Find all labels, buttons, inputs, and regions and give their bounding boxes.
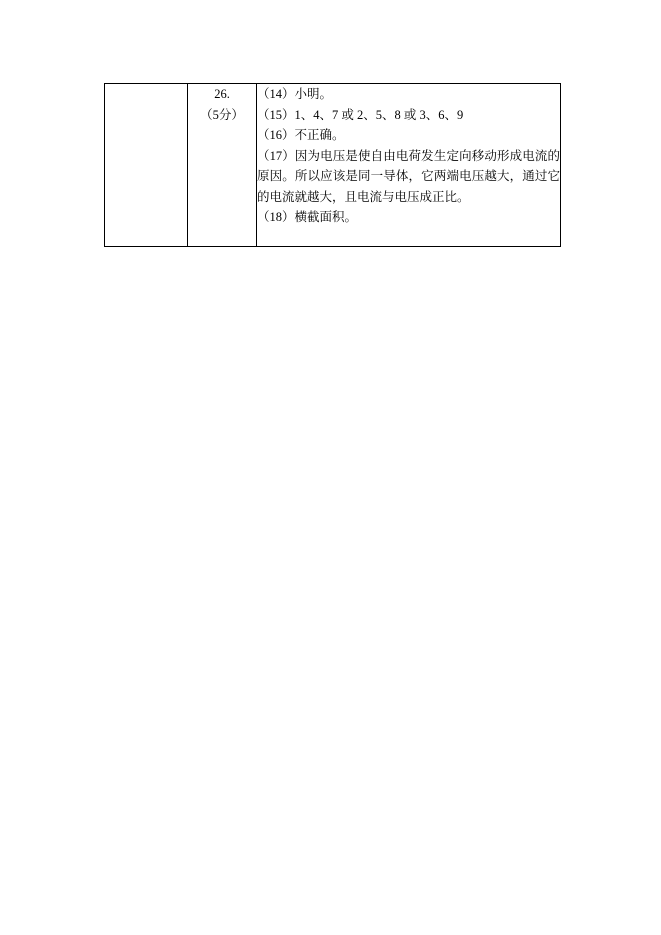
answer-table: [104, 83, 561, 247]
answer-line-16: （16）不正确。: [257, 128, 345, 142]
answer-line-17: （17）因为电压是使自由电荷发生定向移动形成电流的原因。所以应该是同一导体，它两端电压越大，通过它的电流就越大，且电流与电压成正比。: [257, 148, 560, 204]
table-row: [105, 84, 561, 247]
answer-line-14: （14）小明。: [257, 87, 333, 101]
answer-content-cell: [257, 84, 561, 247]
question-number: 26.: [214, 87, 230, 101]
question-score: （5分）: [200, 108, 244, 122]
question-number-cell: [188, 84, 257, 247]
answer-line-15: （15）1、4、7 或 2、5、8 或 3、6、9: [257, 107, 464, 122]
answer-line-18: （18）横截面积。: [257, 210, 358, 224]
blank-cell: [105, 84, 188, 247]
